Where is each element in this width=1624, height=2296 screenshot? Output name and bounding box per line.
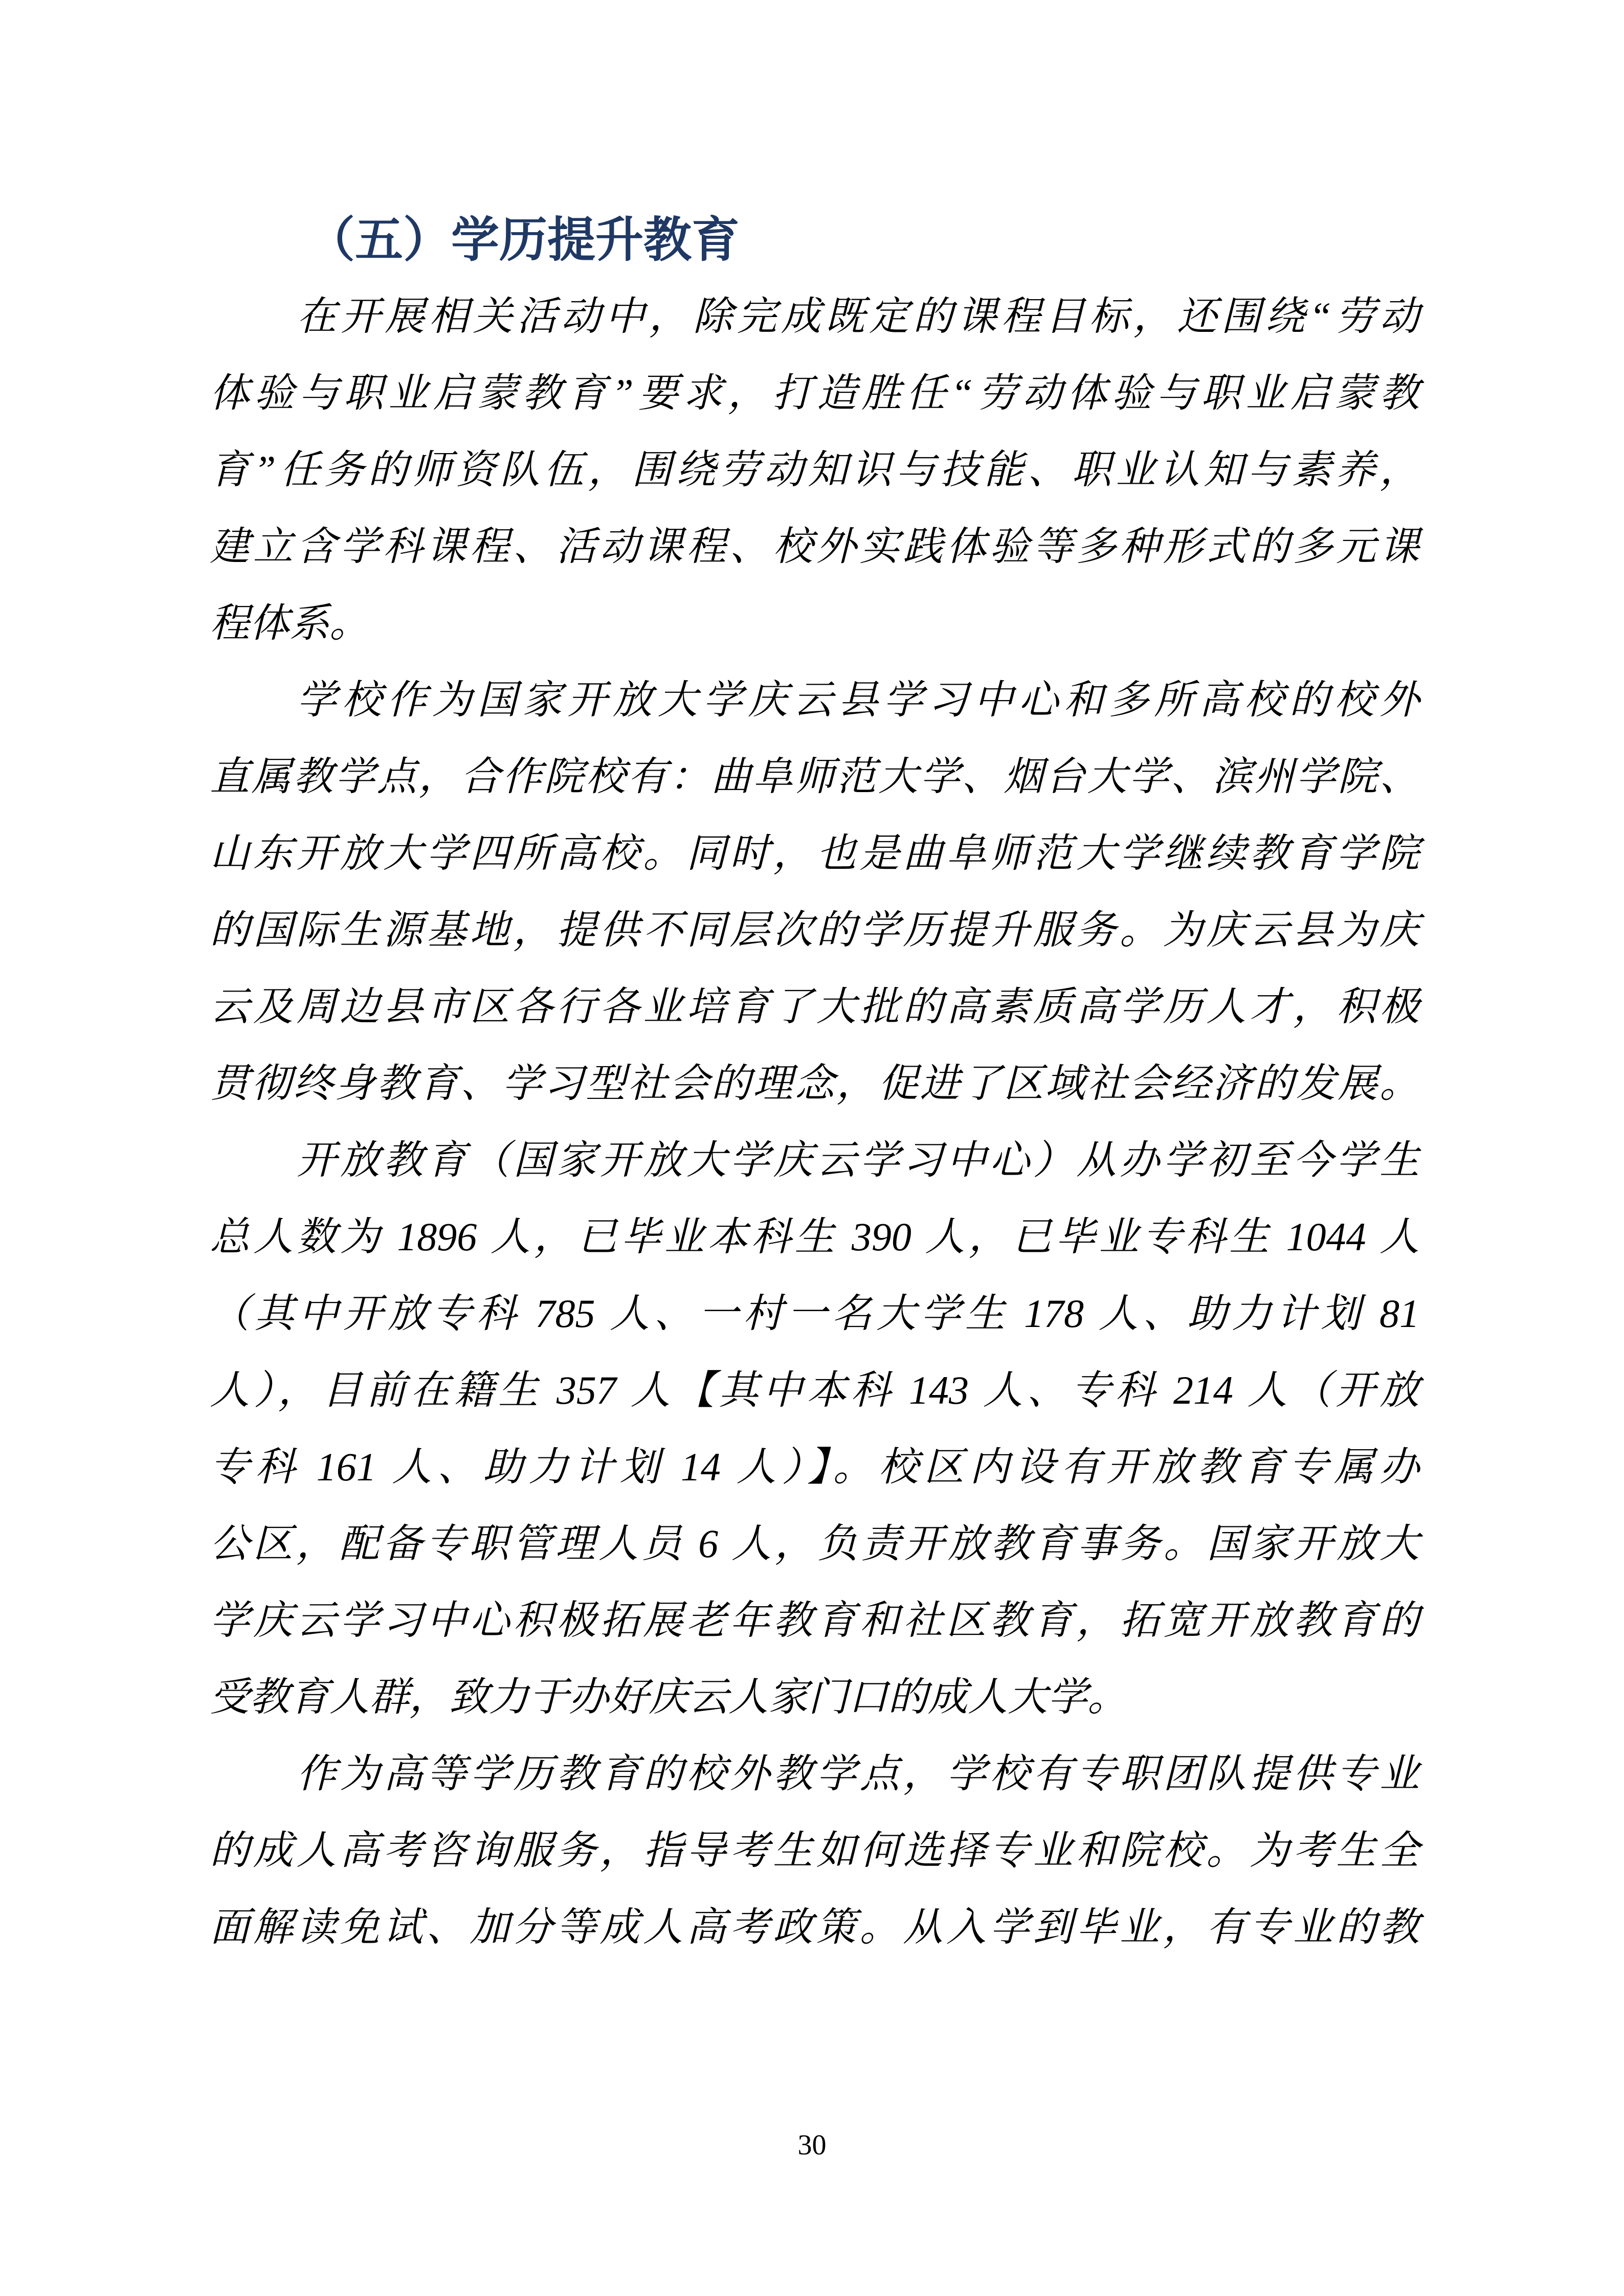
body-line: 建立含学科课程、活动课程、校外实践体验等多种形式的多元课 xyxy=(210,524,1419,569)
body-line: 的成人高考咨询服务，指导考生如何选择专业和院校。为考生全 xyxy=(210,1828,1419,1873)
body-line: 受教育人群，致力于办好庆云人家门口的成人大学。 xyxy=(210,1675,1128,1719)
body-line: 贯彻终身教育、学习型社会的理念，促进了区域社会经济的发展。 xyxy=(210,1061,1419,1106)
body-line: 学校作为国家开放大学庆云县学习中心和多所高校的校外 xyxy=(297,678,1419,722)
body-line: 人），目前在籍生 357 人【其中本科 143 人、专科 214 人（开放 xyxy=(210,1368,1419,1412)
body-line: 公区，配备专职管理人员 6 人，负责开放教育事务。国家开放大 xyxy=(210,1521,1419,1566)
body-line: 山东开放大学四所高校。同时，也是曲阜师范大学继续教育学院 xyxy=(210,831,1419,875)
body-line: 专科 161 人、助力计划 14 人）】。校区内设有开放教育专属办 xyxy=(210,1445,1419,1489)
document-body xyxy=(210,201,1419,1966)
body-line: 的国际生源基地，提供不同层次的学历提升服务。为庆云县为庆 xyxy=(210,908,1419,952)
body-line: 程体系。 xyxy=(210,601,370,645)
body-line: 开放教育（国家开放大学庆云学习中心）从办学初至今学生 xyxy=(297,1138,1419,1182)
body-line: 总人数为 1896 人，已毕业本科生 390 人，已毕业专科生 1044 人 xyxy=(210,1214,1419,1259)
body-line: 云及周边县市区各行各业培育了大批的高素质高学历人才，积极 xyxy=(210,984,1419,1029)
section-heading: （五）学历提升教育 xyxy=(307,213,740,266)
body-line: （其中开放专科 785 人、一村一名大学生 178 人、助力计划 81 xyxy=(210,1291,1419,1336)
body-line: 在开展相关活动中，除完成既定的课程目标，还围绕“劳动 xyxy=(297,294,1419,339)
body-line: 学庆云学习中心积极拓展老年教育和社区教育，拓宽开放教育的 xyxy=(210,1598,1419,1642)
body-line: 直属教学点，合作院校有：曲阜师范大学、烟台大学、滨州学院、 xyxy=(210,754,1419,799)
page-number: 30 xyxy=(797,2129,827,2161)
body-line: 育”任务的师资队伍，围绕劳动知识与技能、职业认知与素养， xyxy=(210,447,1419,492)
body-line: 面解读免试、加分等成人高考政策。从入学到毕业，有专业的教 xyxy=(210,1905,1419,1949)
body-line: 作为高等学历教育的校外教学点，学校有专职团队提供专业 xyxy=(297,1751,1419,1796)
body-line: 体验与职业启蒙教育”要求，打造胜任“劳动体验与职业启蒙教 xyxy=(210,371,1419,415)
